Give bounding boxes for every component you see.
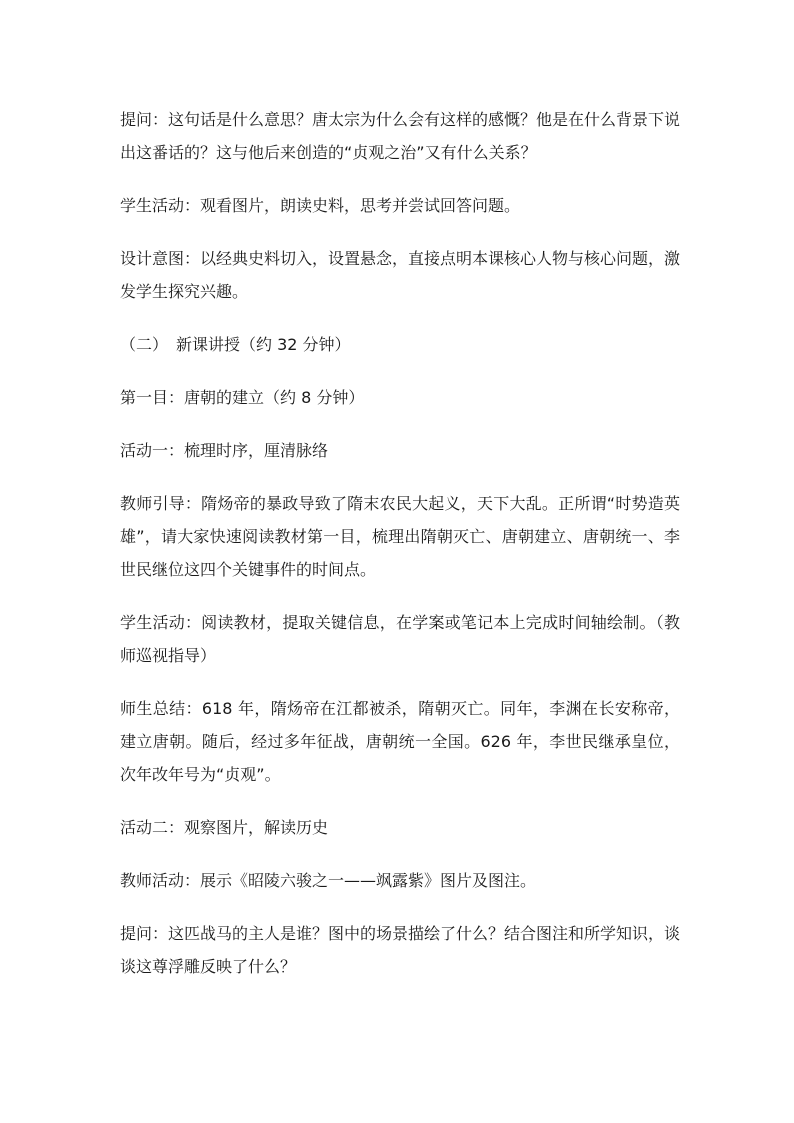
activity-heading-2: 活动二：观察图片，解读历史 xyxy=(120,818,329,837)
paragraph-question-intro: 提问：这句话是什么意思？唐太宗为什么会有这样的感慨？他是在什么背景下说出这番话的？这与他后来创造的“贞观之治”又有什么关系？ xyxy=(120,110,681,162)
paragraph-teacher-activity: 教师活动：展示《昭陵六骏之一——飒露紫》图片及图注。 xyxy=(120,871,537,890)
activity-heading-1: 活动一：梳理时序，厘清脉络 xyxy=(120,441,329,460)
subsection-heading-tang-founding: 第一目：唐朝的建立（约 8 分钟） xyxy=(120,388,365,407)
paragraph-teacher-guidance: 教师引导：隋炀帝的暴政导致了隋末农民大起义，天下大乱。正所谓“时势造英雄”，请大家快速阅读教材第一目，梳理出隋朝灭亡、唐朝建立、唐朝统一、李世民继位这四个关键事件的时间点。 xyxy=(120,494,680,579)
paragraph-student-activity-2: 学生活动：阅读教材，提取关键信息，在学案或笔记本上完成时间轴绘制。（教师巡视指导） xyxy=(120,613,680,665)
paragraph-student-activity-1: 学生活动：观看图片，朗读史料，思考并尝试回答问题。 xyxy=(120,196,521,215)
paragraph-design-intent: 设计意图：以经典史料切入，设置悬念，直接点明本课核心人物与核心问题，激发学生探究兴趣。 xyxy=(120,249,681,301)
section-heading-new-lesson: （二） 新课讲授（约 32 分钟） xyxy=(120,335,351,354)
paragraph-summary: 师生总结：618 年，隋炀帝在江都被杀，隋朝灭亡。同年，李渊在长安称帝，建立唐朝。随后，经过多年征战，唐朝统一全国。626 年，李世民继承皇位，次年改年号为“贞观”。 xyxy=(120,699,680,784)
paragraph-question-horse: 提问：这匹战马的主人是谁？图中的场景描绘了什么？结合图注和所学知识，谈谈这尊浮雕反映了什么？ xyxy=(120,924,681,976)
document-body xyxy=(120,103,680,1003)
